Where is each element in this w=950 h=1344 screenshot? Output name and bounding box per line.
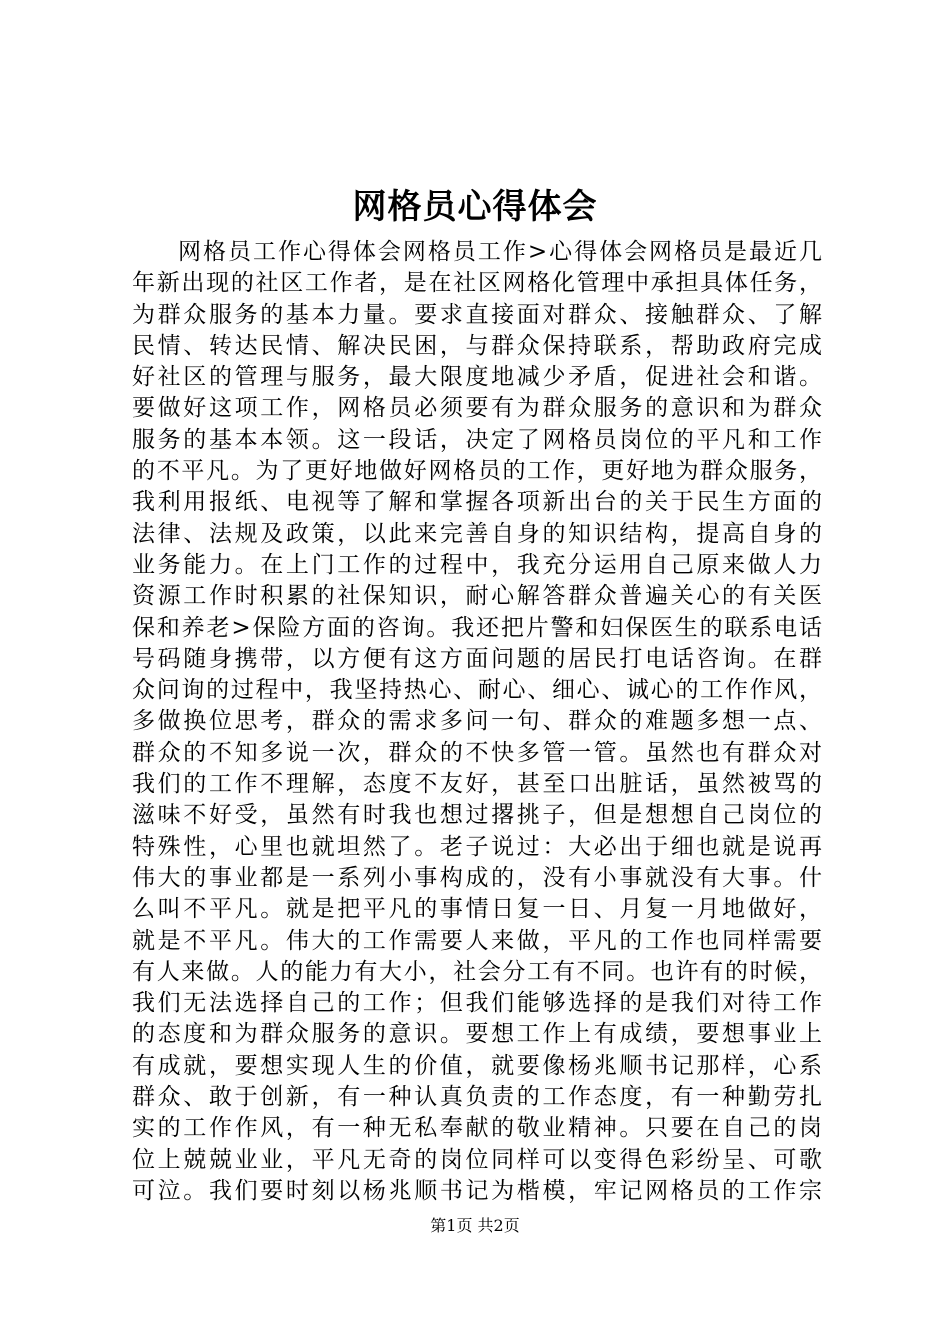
- text-line: 我们无法选择自己的工作；但我们能够选择的是我们对待工作: [132, 990, 822, 1017]
- text-line: 保和养老>保险方面的咨询。我还把片警和妇保医生的联系电话: [132, 614, 822, 641]
- text-line: 服务的基本本领。这一段话，决定了网格员岗位的平凡和工作: [132, 426, 822, 453]
- text-line: 我们的工作不理解，态度不友好，甚至口出脏话，虽然被骂的: [132, 771, 822, 798]
- text-line: 多做换位思考，群众的需求多问一句、群众的难题多想一点、: [132, 708, 822, 735]
- text-line: 就是不平凡。伟大的工作需要人来做，平凡的工作也同样需要: [132, 927, 822, 954]
- text-line: 业务能力。在上门工作的过程中，我充分运用自己原来做人力: [132, 551, 822, 578]
- text-line: 实的工作作风，有一种无私奉献的敬业精神。只要在自己的岗: [132, 1115, 822, 1142]
- page-number-footer: 第1页 共2页: [430, 1216, 520, 1235]
- text-line: 资源工作时积累的社保知识，耐心解答群众普遍关心的有关医: [132, 583, 822, 610]
- text-line: 可泣。我们要时刻以杨兆顺书记为楷模，牢记网格员的工作宗: [132, 1177, 822, 1204]
- text-line: 滋味不好受，虽然有时我也想过撂挑子，但是想想自己岗位的: [132, 802, 822, 829]
- page-title: 网格员心得体会: [352, 187, 598, 227]
- text-line: 群众的不知多说一次，群众的不快多管一管。虽然也有群众对: [132, 739, 822, 766]
- text-line: 法律、法规及政策，以此来完善自身的知识结构，提高自身的: [132, 520, 822, 547]
- text-line: 么叫不平凡。就是把平凡的事情日复一日、月复一月地做好，: [132, 896, 822, 923]
- text-line: 的不平凡。为了更好地做好网格员的工作，更好地为群众服务，: [132, 458, 822, 485]
- text-line: 有成就，要想实现人生的价值，就要像杨兆顺书记那样，心系: [132, 1052, 822, 1079]
- text-line: 号码随身携带，以方便有这方面问题的居民打电话咨询。在群: [132, 645, 822, 672]
- text-line: 伟大的事业都是一系列小事构成的，没有小事就没有大事。什: [132, 864, 822, 891]
- text-line: 好社区的管理与服务，最大限度地减少矛盾，促进社会和谐。: [132, 364, 822, 391]
- text-line: 年新出现的社区工作者，是在社区网格化管理中承担具体任务，: [132, 270, 822, 297]
- text-line: 群众、敢于创新，有一种认真负责的工作态度，有一种勤劳扎: [132, 1084, 822, 1111]
- text-line: 特殊性，心里也就坦然了。老子说过：大必出于细也就是说再: [132, 833, 822, 860]
- text-line: 民情、转达民情、解决民困，与群众保持联系，帮助政府完成: [132, 332, 822, 359]
- text-line: 的态度和为群众服务的意识。要想工作上有成绩，要想事业上: [132, 1021, 822, 1048]
- body-paragraph: [132, 237, 822, 1207]
- text-line: 网格员工作心得体会网格员工作>心得体会网格员是最近几: [178, 239, 822, 265]
- text-line: 有人来做。人的能力有大小，社会分工有不同。也许有的时候，: [132, 958, 822, 985]
- text-line: 众问询的过程中，我坚持热心、耐心、细心、诚心的工作作风，: [132, 677, 822, 704]
- text-line: 位上兢兢业业，平凡无奇的岗位同样可以变得色彩纷呈、可歌: [132, 1146, 822, 1173]
- text-line: 我利用报纸、电视等了解和掌握各项新出台的关于民生方面的: [132, 489, 822, 516]
- text-line: 要做好这项工作，网格员必须要有为群众服务的意识和为群众: [132, 395, 822, 422]
- text-line: 为群众服务的基本力量。要求直接面对群众、接触群众、了解: [132, 301, 822, 328]
